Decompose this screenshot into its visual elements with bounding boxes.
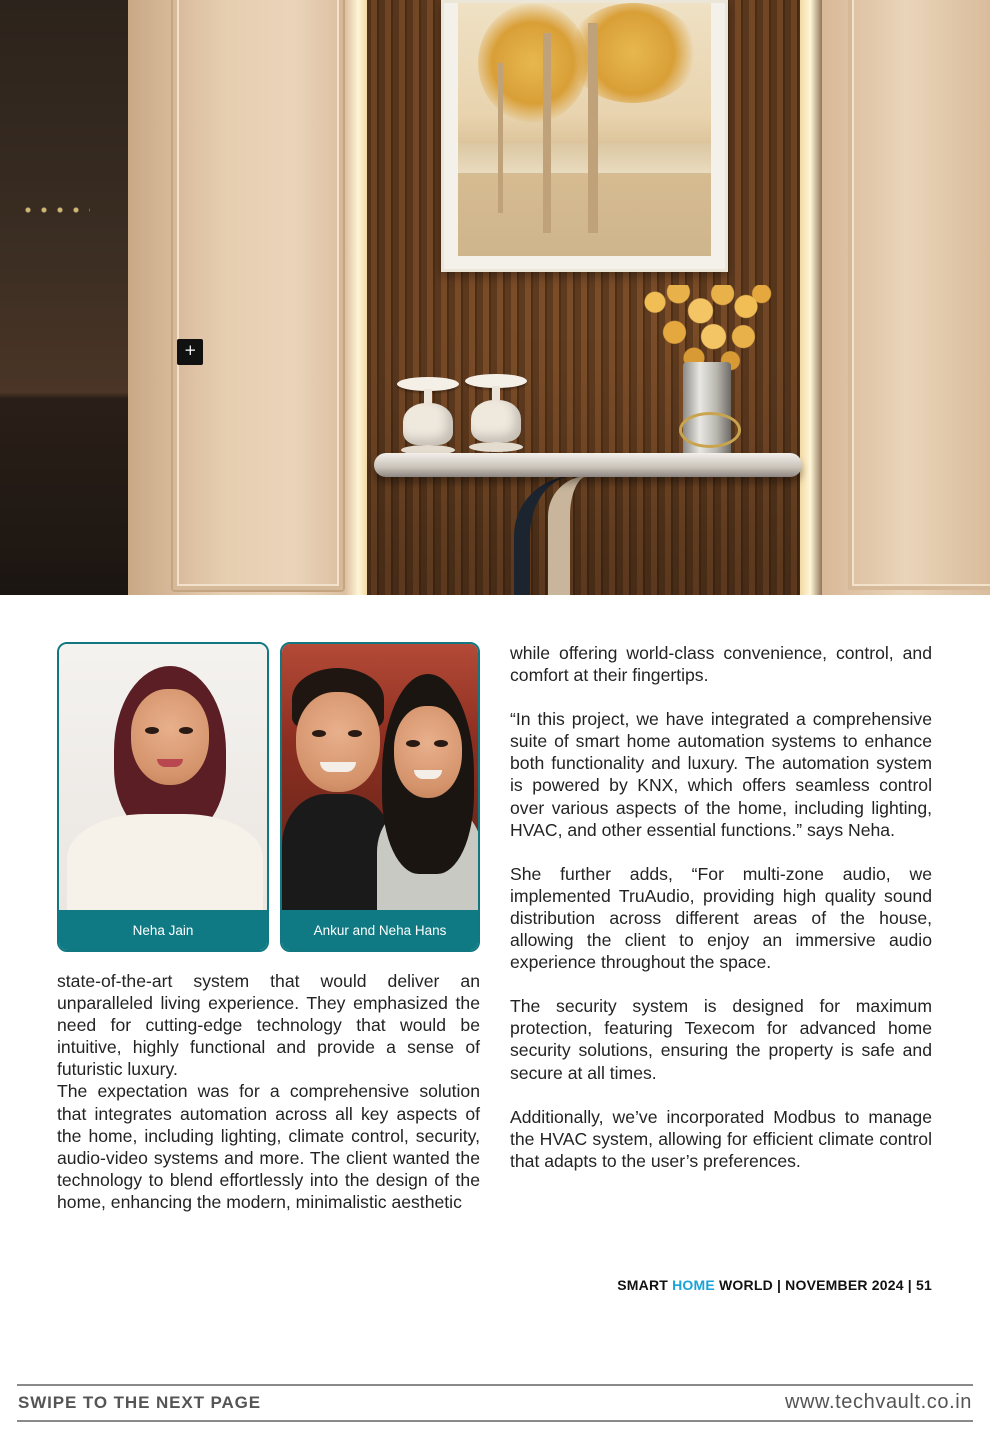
article-column-left <box>57 970 480 1213</box>
portrait-photo <box>282 644 478 914</box>
footer-divider-top <box>17 1384 973 1386</box>
chandelier-lights <box>20 205 90 215</box>
panel-moulding <box>173 0 343 590</box>
portrait-caption: Neha Jain <box>59 910 267 950</box>
painting-lake <box>458 143 711 173</box>
article-column-right <box>510 642 932 1194</box>
folio-brand-accent: HOME <box>672 1277 715 1293</box>
portrait-ankur-and-neha-hans <box>280 642 480 952</box>
portrait-caption: Ankur and Neha Hans <box>282 910 478 950</box>
article-paragraph: while offering world-class convenience, control, and comfort at their fingertips. <box>510 643 932 686</box>
folio-brand-start: SMART <box>617 1277 673 1293</box>
portrait-face <box>394 706 462 798</box>
swipe-next-page-label[interactable]: SWIPE TO THE NEXT PAGE <box>18 1393 262 1412</box>
smart-switch <box>177 339 203 365</box>
flower-bouquet <box>642 285 772 371</box>
website-link[interactable]: www.techvault.co.in <box>784 1391 972 1413</box>
portrait-photo <box>59 644 267 914</box>
portrait-shirt-dark <box>282 794 392 924</box>
folio-issue: | NOVEMBER 2024 | 51 <box>772 1277 932 1293</box>
wall-panel-left <box>128 0 363 595</box>
painting-tree <box>498 63 503 213</box>
article-paragraph: Additionally, we’ve incorporated Modbus to manage the HVAC system, allowing for efficient climate control that adapts to the user’s preferences. <box>510 1106 932 1171</box>
portrait-face <box>131 689 209 785</box>
article-paragraph: state-of-the-art system that would deliver an unparalleled living experience. They emphasized the need for cutting-edge technology that would be intuitive, highly functional and provide a sense of futuristic luxury. <box>57 971 480 1080</box>
landscape-painting <box>458 3 711 256</box>
article-paragraph: She further adds, “For multi-zone audio, we implemented TruAudio, providing high quality sound distribution across different areas of the house, allowing the client to enjoy an immersive audio experience throughout the space. <box>510 863 932 973</box>
painting-tree <box>543 33 551 233</box>
cove-light-left <box>345 0 367 595</box>
doorway-shadow <box>0 0 128 595</box>
article-paragraph: The expectation was for a comprehensive solution that integrates automation across all key aspects of the home, including lighting, climate control, security, audio-video systems and more. The client wanted the technology to blend effortlessly into the design of the home, enhancing the modern, minimalistic aesthetic <box>57 1081 480 1212</box>
folio-brand-end: WORLD <box>714 1277 773 1293</box>
article-paragraph: The security system is designed for maximum protection, featuring Texecom for advanced home security solutions, ensuring the property is safe and secure at all times. <box>510 996 932 1083</box>
portrait-face <box>296 692 380 792</box>
hero-photo <box>0 0 990 595</box>
portrait-neha-jain <box>57 642 269 952</box>
portrait-cardigan <box>67 814 263 924</box>
wall-panel-right <box>822 0 990 595</box>
elephant-sculpture <box>465 374 527 456</box>
footer-divider-bottom <box>17 1420 973 1422</box>
panel-moulding <box>848 0 990 590</box>
console-table-top <box>374 453 802 477</box>
page-folio <box>617 1277 932 1293</box>
elephant-sculpture <box>397 377 459 459</box>
framed-painting <box>441 0 728 272</box>
painting-tree <box>588 23 598 233</box>
article-paragraph: “In this project, we have integrated a comprehensive suite of smart home automation systems to enhance both functionality and luxury. The automation system is powered by KNX, which offers seamless control over various aspects of the home, including lighting, HVAC, and other essential functions.” says Neha. <box>510 709 932 840</box>
glass-vase <box>683 362 731 457</box>
console-leg-light <box>548 476 588 595</box>
